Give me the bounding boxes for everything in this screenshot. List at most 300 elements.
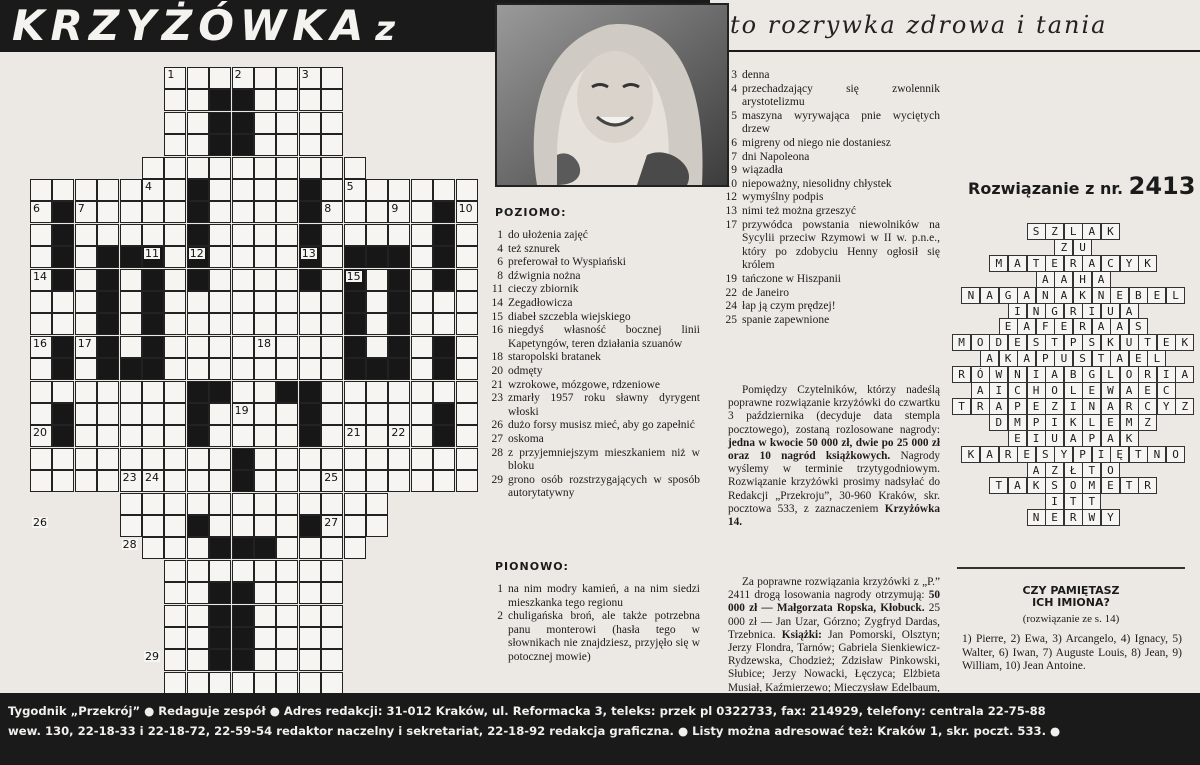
- crossword-cell[interactable]: [232, 358, 254, 380]
- crossword-cell[interactable]: [164, 89, 186, 111]
- crossword-cell[interactable]: [344, 224, 366, 246]
- crossword-cell[interactable]: [209, 672, 231, 694]
- crossword-cell[interactable]: [97, 425, 119, 447]
- crossword-cell[interactable]: [232, 381, 254, 403]
- crossword-cell[interactable]: [209, 336, 231, 358]
- crossword-cell[interactable]: [344, 448, 366, 470]
- crossword-cell[interactable]: [276, 403, 298, 425]
- crossword-cell[interactable]: [276, 560, 298, 582]
- crossword-cell[interactable]: [254, 627, 276, 649]
- crossword-cell[interactable]: [456, 179, 478, 201]
- crossword-cell[interactable]: [209, 291, 231, 313]
- crossword-cell[interactable]: [366, 201, 388, 223]
- crossword-cell[interactable]: [209, 560, 231, 582]
- crossword-cell[interactable]: [120, 201, 142, 223]
- crossword-cell[interactable]: [276, 493, 298, 515]
- crossword-cell[interactable]: [120, 179, 142, 201]
- crossword-cell[interactable]: [276, 224, 298, 246]
- crossword-cell[interactable]: [456, 425, 478, 447]
- crossword-cell[interactable]: [276, 112, 298, 134]
- crossword-cell[interactable]: [187, 470, 209, 492]
- crossword-cell[interactable]: [254, 67, 276, 89]
- crossword-cell[interactable]: [344, 157, 366, 179]
- crossword-cell[interactable]: [52, 470, 74, 492]
- crossword-cell[interactable]: [209, 179, 231, 201]
- crossword-cell[interactable]: [164, 582, 186, 604]
- crossword-cell[interactable]: [164, 201, 186, 223]
- crossword-cell[interactable]: [366, 425, 388, 447]
- crossword-cell[interactable]: [456, 358, 478, 380]
- crossword-cell[interactable]: [411, 224, 433, 246]
- crossword-cell[interactable]: [120, 269, 142, 291]
- crossword-cell[interactable]: [411, 425, 433, 447]
- crossword-cell[interactable]: [97, 448, 119, 470]
- crossword-cell[interactable]: [388, 224, 410, 246]
- crossword-cell[interactable]: [30, 224, 52, 246]
- crossword-cell[interactable]: [321, 605, 343, 627]
- crossword-cell[interactable]: [276, 537, 298, 559]
- crossword-cell[interactable]: [52, 291, 74, 313]
- crossword-cell[interactable]: [232, 313, 254, 335]
- crossword-cell[interactable]: [254, 89, 276, 111]
- crossword-cell[interactable]: [209, 313, 231, 335]
- crossword-cell[interactable]: [75, 358, 97, 380]
- crossword-cell[interactable]: [254, 358, 276, 380]
- crossword-cell[interactable]: [232, 157, 254, 179]
- crossword-cell[interactable]: [321, 537, 343, 559]
- crossword-cell[interactable]: [164, 425, 186, 447]
- crossword-cell[interactable]: [276, 246, 298, 268]
- crossword-cell[interactable]: [187, 537, 209, 559]
- crossword-cell[interactable]: [97, 470, 119, 492]
- solution-cell: A: [980, 287, 999, 304]
- crossword-cell[interactable]: [209, 201, 231, 223]
- crossword-cell[interactable]: [209, 493, 231, 515]
- crossword-cell[interactable]: [254, 269, 276, 291]
- crossword-cell[interactable]: [456, 470, 478, 492]
- crossword-cell[interactable]: [187, 157, 209, 179]
- crossword-cell[interactable]: [276, 313, 298, 335]
- crossword-cell[interactable]: [276, 470, 298, 492]
- crossword-cell[interactable]: [30, 448, 52, 470]
- crossword-cell[interactable]: [75, 381, 97, 403]
- crossword-cell[interactable]: [75, 425, 97, 447]
- crossword-cell[interactable]: [456, 269, 478, 291]
- crossword-cell[interactable]: [388, 179, 410, 201]
- crossword-cell[interactable]: [456, 336, 478, 358]
- crossword-cell[interactable]: [321, 381, 343, 403]
- crossword-cell[interactable]: [142, 537, 164, 559]
- crossword-cell[interactable]: [366, 403, 388, 425]
- crossword-cell[interactable]: [120, 313, 142, 335]
- crossword-cell[interactable]: [411, 313, 433, 335]
- crossword-cell[interactable]: [187, 448, 209, 470]
- crossword-cell[interactable]: [411, 470, 433, 492]
- crossword-cell[interactable]: [254, 246, 276, 268]
- crossword-cell[interactable]: [232, 672, 254, 694]
- crossword-cell[interactable]: [411, 336, 433, 358]
- crossword-cell[interactable]: [30, 358, 52, 380]
- crossword-cell[interactable]: [164, 134, 186, 156]
- crossword-cell[interactable]: [321, 425, 343, 447]
- crossword-cell[interactable]: [164, 493, 186, 515]
- crossword-cell[interactable]: [299, 291, 321, 313]
- crossword-cell[interactable]: [411, 291, 433, 313]
- crossword-cell[interactable]: [321, 89, 343, 111]
- crossword-cell[interactable]: [142, 403, 164, 425]
- crossword-cell[interactable]: [366, 493, 388, 515]
- crossword-cell[interactable]: [276, 515, 298, 537]
- crossword-cell[interactable]: [30, 246, 52, 268]
- crossword-cell[interactable]: [321, 179, 343, 201]
- crossword-cell[interactable]: [388, 470, 410, 492]
- crossword-cell[interactable]: [254, 515, 276, 537]
- crossword-cell[interactable]: [187, 672, 209, 694]
- crossword-cell[interactable]: [30, 470, 52, 492]
- crossword-cell[interactable]: [276, 605, 298, 627]
- crossword-cell[interactable]: [232, 201, 254, 223]
- crossword-cell[interactable]: [321, 493, 343, 515]
- crossword-cell[interactable]: [142, 493, 164, 515]
- crossword-cell[interactable]: [164, 627, 186, 649]
- crossword-cell[interactable]: [366, 224, 388, 246]
- crossword-cell[interactable]: [411, 381, 433, 403]
- crossword-cell[interactable]: [254, 224, 276, 246]
- crossword-cell[interactable]: [254, 560, 276, 582]
- crossword-cell[interactable]: [344, 515, 366, 537]
- crossword-cell[interactable]: [366, 291, 388, 313]
- crossword-cell[interactable]: [30, 403, 52, 425]
- crossword-cell[interactable]: [433, 313, 455, 335]
- crossword-cell[interactable]: [411, 403, 433, 425]
- crossword-cell[interactable]: [299, 537, 321, 559]
- crossword-cell[interactable]: [276, 582, 298, 604]
- crossword-cell[interactable]: [232, 269, 254, 291]
- crossword-cell[interactable]: [299, 582, 321, 604]
- crossword-cell[interactable]: [299, 448, 321, 470]
- crossword-cell[interactable]: [276, 627, 298, 649]
- crossword-cell[interactable]: [344, 201, 366, 223]
- crossword-cell[interactable]: [366, 381, 388, 403]
- crossword-cell[interactable]: [187, 291, 209, 313]
- crossword-cell[interactable]: [209, 246, 231, 268]
- crossword-cell[interactable]: [254, 649, 276, 671]
- crossword-cell[interactable]: [299, 470, 321, 492]
- crossword-cell[interactable]: [164, 649, 186, 671]
- crossword-cell[interactable]: [75, 246, 97, 268]
- crossword-cell[interactable]: [344, 493, 366, 515]
- crossword-cell[interactable]: [366, 515, 388, 537]
- crossword-cell[interactable]: [411, 269, 433, 291]
- crossword-cell[interactable]: [299, 672, 321, 694]
- crossword-cell[interactable]: [321, 134, 343, 156]
- crossword-cell[interactable]: [209, 224, 231, 246]
- crossword-cell[interactable]: [164, 358, 186, 380]
- crossword-cell[interactable]: [456, 381, 478, 403]
- crossword-cell[interactable]: [142, 425, 164, 447]
- crossword-cell[interactable]: [52, 313, 74, 335]
- crossword-cell[interactable]: [299, 649, 321, 671]
- crossword-cell[interactable]: [321, 246, 343, 268]
- crossword-cell[interactable]: [321, 649, 343, 671]
- crossword-cell[interactable]: [232, 493, 254, 515]
- crossword-cell[interactable]: [456, 246, 478, 268]
- crossword-cell[interactable]: [75, 224, 97, 246]
- crossword-cell[interactable]: [75, 313, 97, 335]
- crossword-cell[interactable]: [276, 269, 298, 291]
- crossword-cell[interactable]: [142, 157, 164, 179]
- crossword-cell[interactable]: [75, 269, 97, 291]
- crossword-cell[interactable]: [120, 381, 142, 403]
- crossword-cell[interactable]: [321, 627, 343, 649]
- crossword-cell[interactable]: [321, 336, 343, 358]
- crossword-cell[interactable]: [456, 313, 478, 335]
- crossword-cell[interactable]: [142, 381, 164, 403]
- crossword-cell[interactable]: [187, 605, 209, 627]
- crossword-cell[interactable]: [433, 470, 455, 492]
- crossword-cell[interactable]: [276, 649, 298, 671]
- crossword-cell[interactable]: [30, 291, 52, 313]
- crossword-cell[interactable]: [254, 157, 276, 179]
- crossword-cell[interactable]: [30, 381, 52, 403]
- crossword-cell[interactable]: [164, 470, 186, 492]
- crossword-cell[interactable]: [52, 381, 74, 403]
- crossword-cell[interactable]: [120, 403, 142, 425]
- crossword-cell[interactable]: [433, 448, 455, 470]
- crossword-cell[interactable]: [254, 313, 276, 335]
- crossword-cell[interactable]: [299, 336, 321, 358]
- crossword-cell[interactable]: [120, 291, 142, 313]
- crossword-cell[interactable]: [187, 560, 209, 582]
- crossword-cell[interactable]: [254, 493, 276, 515]
- crossword-cell[interactable]: [120, 224, 142, 246]
- crossword-cell[interactable]: [411, 246, 433, 268]
- crossword-cell[interactable]: [344, 403, 366, 425]
- crossword-cell[interactable]: [52, 179, 74, 201]
- crossword-cell[interactable]: [321, 560, 343, 582]
- crossword-cell[interactable]: [97, 224, 119, 246]
- crossword-cell[interactable]: [120, 336, 142, 358]
- crossword-cell[interactable]: [120, 493, 142, 515]
- crossword-cell[interactable]: [120, 515, 142, 537]
- crossword-cell[interactable]: [209, 470, 231, 492]
- crossword-cell[interactable]: [366, 179, 388, 201]
- crossword-cell[interactable]: [164, 336, 186, 358]
- crossword-cell[interactable]: [232, 560, 254, 582]
- crossword-cell[interactable]: [433, 381, 455, 403]
- crossword-cell[interactable]: [187, 89, 209, 111]
- crossword-cell[interactable]: [120, 448, 142, 470]
- crossword-cell[interactable]: [366, 269, 388, 291]
- crossword-cell[interactable]: [321, 112, 343, 134]
- crossword-cell[interactable]: [97, 179, 119, 201]
- crossword-cell[interactable]: [321, 224, 343, 246]
- crossword-cell[interactable]: [299, 560, 321, 582]
- crossword-cell[interactable]: [164, 291, 186, 313]
- crossword-cell[interactable]: [321, 448, 343, 470]
- crossword-cell[interactable]: [164, 605, 186, 627]
- crossword-cell[interactable]: [254, 582, 276, 604]
- crossword-cell[interactable]: [232, 224, 254, 246]
- crossword-cell[interactable]: [254, 179, 276, 201]
- crossword-cell[interactable]: [254, 112, 276, 134]
- crossword-cell[interactable]: [187, 67, 209, 89]
- crossword-cell[interactable]: [187, 134, 209, 156]
- crossword-cell[interactable]: [209, 67, 231, 89]
- crossword-cell[interactable]: [120, 425, 142, 447]
- crossword-cell[interactable]: [75, 470, 97, 492]
- crossword-cell[interactable]: [344, 381, 366, 403]
- crossword-cell[interactable]: [187, 313, 209, 335]
- crossword-cell[interactable]: [299, 358, 321, 380]
- crossword-cell[interactable]: [97, 201, 119, 223]
- crossword-cell[interactable]: [187, 649, 209, 671]
- crossword-cell[interactable]: [30, 179, 52, 201]
- crossword-cell[interactable]: [366, 336, 388, 358]
- crossword-cell[interactable]: [254, 403, 276, 425]
- crossword-cell[interactable]: [30, 313, 52, 335]
- crossword-cell[interactable]: [276, 358, 298, 380]
- crossword-cell[interactable]: [411, 358, 433, 380]
- crossword-cell[interactable]: [164, 381, 186, 403]
- crossword-cell[interactable]: [299, 313, 321, 335]
- crossword-cell[interactable]: [254, 605, 276, 627]
- crossword-cell[interactable]: [254, 201, 276, 223]
- crossword-cell[interactable]: [164, 112, 186, 134]
- crossword-cell[interactable]: [232, 179, 254, 201]
- crossword-cell[interactable]: [388, 403, 410, 425]
- crossword-cell[interactable]: [187, 336, 209, 358]
- crossword-cell[interactable]: [276, 201, 298, 223]
- crossword-cell[interactable]: [433, 291, 455, 313]
- crossword-cell[interactable]: [388, 381, 410, 403]
- crossword-cell[interactable]: [142, 224, 164, 246]
- crossword-cell[interactable]: [232, 515, 254, 537]
- crossword-cell[interactable]: [276, 336, 298, 358]
- crossword-cell[interactable]: [254, 291, 276, 313]
- crossword-cell[interactable]: [164, 403, 186, 425]
- crossword-cell[interactable]: [321, 672, 343, 694]
- crossword-cell[interactable]: [254, 425, 276, 447]
- crossword-cell[interactable]: [276, 179, 298, 201]
- crossword-cell[interactable]: [321, 358, 343, 380]
- crossword-cell[interactable]: [366, 470, 388, 492]
- crossword-cell[interactable]: [254, 672, 276, 694]
- crossword-cell[interactable]: [142, 448, 164, 470]
- crossword-cell[interactable]: [52, 448, 74, 470]
- crossword-cell[interactable]: [187, 493, 209, 515]
- crossword-cell[interactable]: [97, 403, 119, 425]
- crossword-cell[interactable]: [209, 515, 231, 537]
- crossword-cell[interactable]: [187, 112, 209, 134]
- crossword-cell[interactable]: [164, 537, 186, 559]
- crossword-cell[interactable]: [276, 67, 298, 89]
- crossword-cell[interactable]: [321, 403, 343, 425]
- crossword-cell[interactable]: [276, 134, 298, 156]
- crossword-cell[interactable]: [164, 224, 186, 246]
- crossword-cell[interactable]: [209, 403, 231, 425]
- crossword-cell[interactable]: [164, 448, 186, 470]
- crossword-cell[interactable]: [321, 269, 343, 291]
- crossword-cell[interactable]: [344, 470, 366, 492]
- crossword-cell[interactable]: [366, 448, 388, 470]
- crossword-cell[interactable]: [209, 448, 231, 470]
- crossword-cell[interactable]: [276, 672, 298, 694]
- crossword-cell[interactable]: [209, 157, 231, 179]
- crossword-cell[interactable]: [411, 179, 433, 201]
- crossword-cell[interactable]: [232, 336, 254, 358]
- crossword-cell[interactable]: [164, 672, 186, 694]
- crossword-cell[interactable]: [433, 179, 455, 201]
- crossword-cell[interactable]: [97, 381, 119, 403]
- crossword-cell[interactable]: [411, 448, 433, 470]
- crossword-cell[interactable]: [299, 605, 321, 627]
- crossword-cell[interactable]: [254, 134, 276, 156]
- crossword-cell[interactable]: [411, 201, 433, 223]
- crossword-cell[interactable]: [164, 313, 186, 335]
- crossword-cell[interactable]: [456, 403, 478, 425]
- crossword-cell[interactable]: [142, 201, 164, 223]
- crossword-cell[interactable]: [276, 157, 298, 179]
- crossword-cell[interactable]: [232, 246, 254, 268]
- crossword-cell[interactable]: [456, 448, 478, 470]
- crossword-cell[interactable]: [164, 246, 186, 268]
- crossword-cell[interactable]: [276, 425, 298, 447]
- crossword-cell[interactable]: [254, 381, 276, 403]
- crossword-cell[interactable]: [321, 582, 343, 604]
- crossword-cell[interactable]: [321, 67, 343, 89]
- crossword-cell[interactable]: [321, 291, 343, 313]
- crossword-cell[interactable]: [299, 493, 321, 515]
- crossword-cell[interactable]: [388, 448, 410, 470]
- crossword-cell[interactable]: [366, 313, 388, 335]
- crossword-cell[interactable]: [164, 179, 186, 201]
- crossword-cell[interactable]: [142, 515, 164, 537]
- crossword-cell[interactable]: [232, 291, 254, 313]
- crossword-cell[interactable]: [299, 157, 321, 179]
- crossword-cell[interactable]: [164, 560, 186, 582]
- crossword-cell[interactable]: [276, 89, 298, 111]
- crossword-cell[interactable]: [344, 537, 366, 559]
- crossword-cell[interactable]: [164, 157, 186, 179]
- crossword-cell[interactable]: [456, 224, 478, 246]
- crossword-cell[interactable]: [75, 179, 97, 201]
- crossword-cell[interactable]: [254, 448, 276, 470]
- crossword-cell[interactable]: [276, 291, 298, 313]
- crossword-cell[interactable]: [299, 134, 321, 156]
- crossword-cell[interactable]: [164, 515, 186, 537]
- crossword-cell[interactable]: [299, 89, 321, 111]
- crossword-cell[interactable]: [209, 358, 231, 380]
- crossword-cell[interactable]: [299, 627, 321, 649]
- crossword-cell[interactable]: [187, 627, 209, 649]
- crossword-cell[interactable]: [276, 448, 298, 470]
- crossword-cell[interactable]: [456, 291, 478, 313]
- crossword-cell[interactable]: [254, 470, 276, 492]
- crossword-cell[interactable]: [187, 582, 209, 604]
- crossword-cell[interactable]: [232, 425, 254, 447]
- crossword-cell[interactable]: [75, 403, 97, 425]
- crossword-cell[interactable]: [75, 448, 97, 470]
- crossword-cell[interactable]: [164, 269, 186, 291]
- crossword-cell[interactable]: [209, 425, 231, 447]
- crossword-cell[interactable]: [75, 291, 97, 313]
- crossword-cell[interactable]: [321, 313, 343, 335]
- crossword-cell[interactable]: [209, 269, 231, 291]
- crossword-cell[interactable]: [321, 157, 343, 179]
- crossword-cell[interactable]: [299, 112, 321, 134]
- crossword-cell[interactable]: [187, 358, 209, 380]
